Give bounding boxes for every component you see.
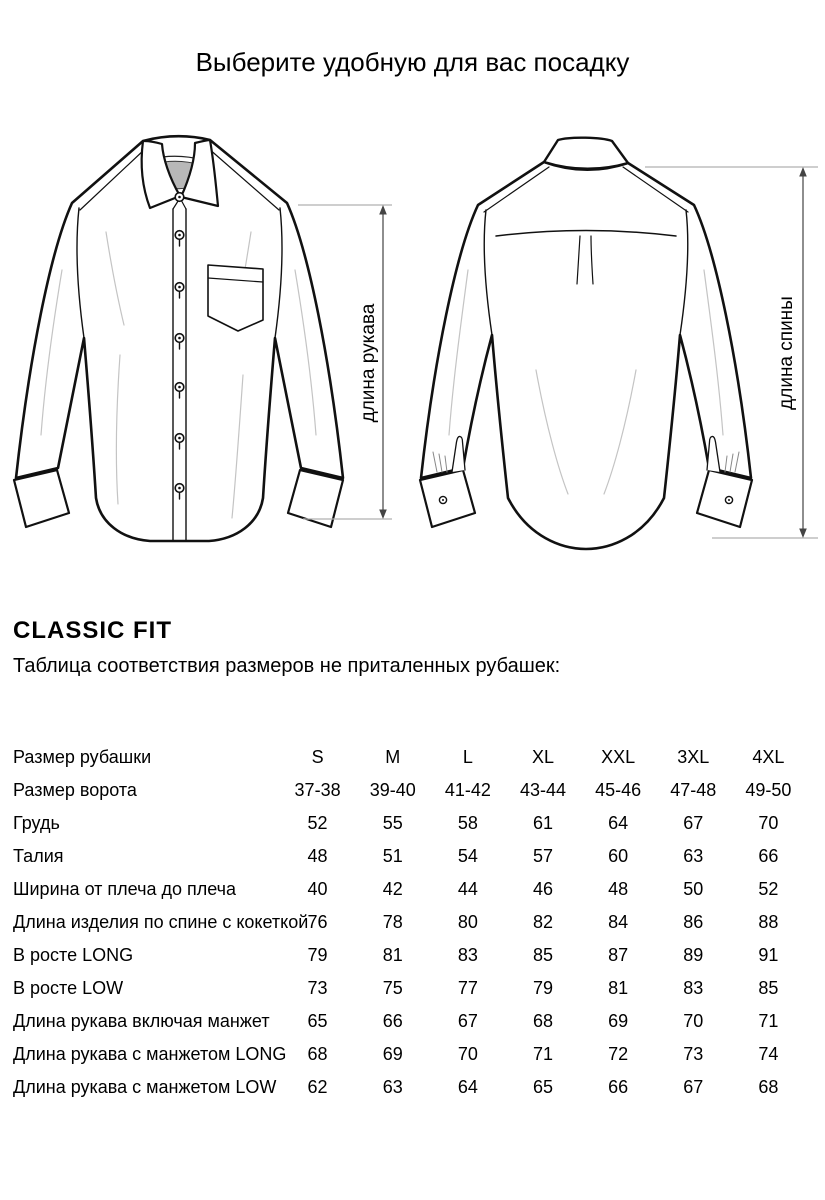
row-value: 75 <box>382 978 403 998</box>
row-value: 62 <box>307 1077 328 1097</box>
row-value: 52 <box>758 879 779 899</box>
row-value: 70 <box>683 1011 704 1031</box>
row-value: 72 <box>608 1044 629 1064</box>
row-value: 44 <box>457 879 478 899</box>
row-value: 42 <box>382 879 403 899</box>
row-value: 67 <box>683 1077 704 1097</box>
row-label: Размер ворота <box>13 780 137 800</box>
row-value: 49-50 <box>745 780 792 800</box>
section-subtitle: Таблица соответствия размеров не приталенных рубашек: <box>13 655 561 677</box>
row-value: 66 <box>382 1011 403 1031</box>
table-row <box>13 1071 806 1104</box>
row-label: Длина рукава включая манжет <box>13 1011 270 1031</box>
row-value: 52 <box>307 813 328 833</box>
section-heading: CLASSIC FIT <box>13 617 172 644</box>
row-value: 4XL <box>752 747 785 767</box>
row-value: 69 <box>382 1044 403 1064</box>
row-value: 61 <box>532 813 553 833</box>
page-title: Выберите удобную для вас посадку <box>195 47 630 77</box>
shirt-back-drawing <box>420 138 752 549</box>
back-length-label: длина спины <box>776 296 797 410</box>
table-row <box>13 939 806 972</box>
row-value: 48 <box>307 846 328 866</box>
row-value: 60 <box>608 846 629 866</box>
row-value: 67 <box>457 1011 478 1031</box>
row-value: 81 <box>382 945 403 965</box>
row-value: 74 <box>758 1044 779 1064</box>
row-value: 71 <box>758 1011 779 1031</box>
table-row <box>13 873 806 906</box>
row-label: Грудь <box>13 813 60 833</box>
row-value: 63 <box>683 846 704 866</box>
size-table <box>13 741 806 1104</box>
table-row <box>13 840 806 873</box>
row-value: 69 <box>608 1011 629 1031</box>
row-value: 85 <box>758 978 779 998</box>
row-value: 77 <box>457 978 478 998</box>
row-value: 51 <box>382 846 403 866</box>
table-row <box>13 972 806 1005</box>
row-value: 68 <box>758 1077 779 1097</box>
row-value: 88 <box>758 912 779 932</box>
row-value: 43-44 <box>519 780 567 800</box>
row-value: M <box>385 747 401 767</box>
row-value: 83 <box>683 978 704 998</box>
row-value: 48 <box>608 879 629 899</box>
row-value: 68 <box>307 1044 328 1064</box>
row-label: Длина рукава с манжетом LOW <box>13 1077 277 1097</box>
row-value: 84 <box>608 912 629 932</box>
row-value: 66 <box>608 1077 629 1097</box>
row-value: 76 <box>307 912 328 932</box>
row-value: 47-48 <box>670 780 717 800</box>
row-value: 80 <box>457 912 478 932</box>
row-value: 83 <box>457 945 478 965</box>
row-label: Длина изделия по спине с кокеткой <box>13 912 309 932</box>
row-value: 91 <box>758 945 779 965</box>
row-value: 37-38 <box>294 780 341 800</box>
row-value: 82 <box>532 912 553 932</box>
row-value: 45-46 <box>595 780 642 800</box>
row-value: 65 <box>532 1077 553 1097</box>
table-row <box>13 1038 806 1071</box>
row-label: Талия <box>13 846 64 866</box>
row-value: XL <box>531 747 554 767</box>
row-value: 86 <box>683 912 704 932</box>
size-table-body <box>13 741 806 1104</box>
table-row <box>13 741 806 774</box>
row-value: 58 <box>457 813 478 833</box>
row-label: Ширина от плеча до плеча <box>13 879 237 899</box>
table-row <box>13 1005 806 1038</box>
row-value: 54 <box>457 846 478 866</box>
row-value: 81 <box>608 978 629 998</box>
row-value: 78 <box>382 912 403 932</box>
row-value: 39-40 <box>369 780 416 800</box>
row-value: 64 <box>608 813 629 833</box>
row-value: L <box>462 747 473 767</box>
row-value: 55 <box>382 813 403 833</box>
row-value: XXL <box>601 747 636 767</box>
row-value: 63 <box>382 1077 403 1097</box>
row-label: Размер рубашки <box>13 747 152 767</box>
row-value: 3XL <box>677 747 710 767</box>
row-value: 79 <box>307 945 328 965</box>
table-row <box>13 906 806 939</box>
row-value: 65 <box>307 1011 328 1031</box>
row-value: 40 <box>307 879 328 899</box>
table-row <box>13 774 806 807</box>
row-value: 46 <box>532 879 553 899</box>
row-value: 66 <box>758 846 779 866</box>
row-value: 57 <box>532 846 553 866</box>
row-value: 89 <box>683 945 704 965</box>
row-label: В росте LONG <box>13 945 134 965</box>
row-value: 73 <box>307 978 328 998</box>
shirt-size-diagram <box>0 120 825 600</box>
row-value: S <box>311 747 324 767</box>
row-value: 41-42 <box>444 780 491 800</box>
row-value: 70 <box>457 1044 478 1064</box>
row-label: В росте LOW <box>13 978 124 998</box>
row-value: 64 <box>457 1077 478 1097</box>
row-value: 50 <box>683 879 704 899</box>
row-value: 73 <box>683 1044 704 1064</box>
shirt-front-drawing <box>14 136 343 541</box>
row-value: 67 <box>683 813 704 833</box>
row-value: 68 <box>532 1011 553 1031</box>
row-value: 70 <box>758 813 779 833</box>
row-value: 79 <box>532 978 553 998</box>
sleeve-length-label: длина рукава <box>358 303 379 423</box>
row-value: 87 <box>608 945 629 965</box>
table-row <box>13 807 806 840</box>
row-value: 85 <box>532 945 553 965</box>
row-value: 71 <box>532 1044 553 1064</box>
row-label: Длина рукава с манжетом LONG <box>13 1044 287 1064</box>
